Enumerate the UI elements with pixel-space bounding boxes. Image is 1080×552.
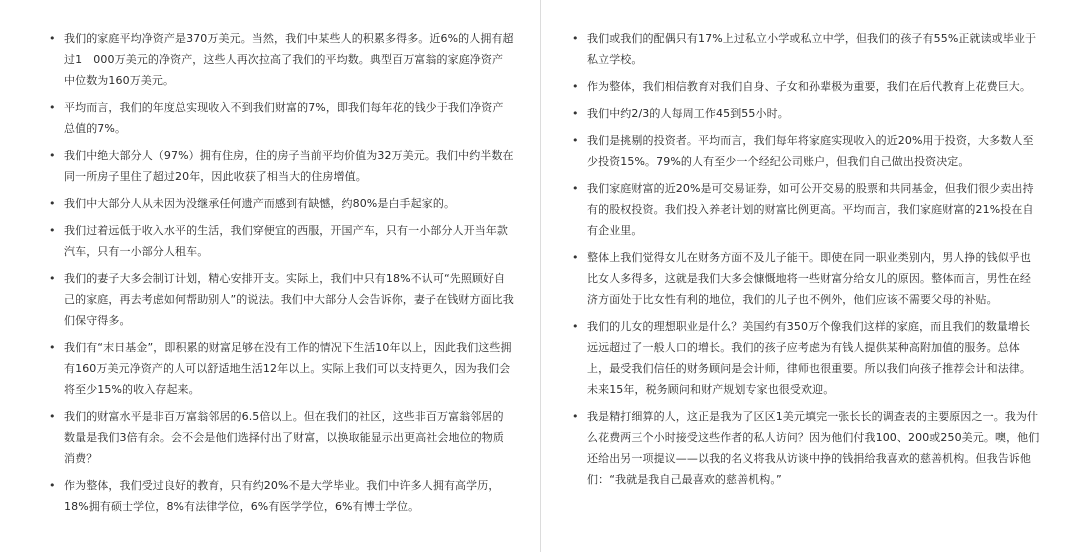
list-item xyxy=(572,178,1040,241)
list-item xyxy=(49,97,514,139)
list-item xyxy=(49,268,514,331)
left-bullet-list xyxy=(49,28,514,517)
bullet-icon: • xyxy=(49,410,56,423)
list-item xyxy=(49,475,514,517)
bullet-icon: • xyxy=(572,251,579,264)
list-item-text: 我们的财富水平是非百万富翁邻居的6.5倍以上。但在我们的社区，这些非百万富翁邻居的数量是我们3倍有余。会不会是他们选择付出了财富，以换取能显示出更高社会地位的物质消费？ xyxy=(64,410,504,465)
bullet-icon: • xyxy=(49,149,56,162)
list-item xyxy=(49,406,514,469)
list-item-text: 我们家庭财富的近20%是可交易证券，如可公开交易的股票和共同基金，但我们很少卖出持有的股权投资。我们投入养老计划的财富比例更高。平均而言，我们家庭财富的21%投在自有企业里。 xyxy=(587,182,1034,237)
bullet-icon: • xyxy=(572,107,579,120)
list-item-text: 我们中大部分人从未因为没继承任何遗产而感到有缺憾，约80%是白手起家的。 xyxy=(64,197,456,210)
bullet-icon: • xyxy=(572,182,579,195)
list-item-text: 我们的家庭平均净资产是370万美元。当然，我们中某些人的积累多得多。近6%的人拥有超过1 000万美元的净资产，这些人再次拉高了我们的平均数。典型百万富翁的家庭净资产中位数为160万美元。 xyxy=(64,32,514,87)
list-item xyxy=(572,247,1040,310)
bullet-icon: • xyxy=(49,479,56,492)
list-item xyxy=(572,316,1040,400)
list-item xyxy=(49,337,514,400)
bullet-icon: • xyxy=(572,134,579,147)
right-bullet-list xyxy=(567,28,1040,490)
list-item xyxy=(572,130,1040,172)
list-item xyxy=(49,220,514,262)
right-page xyxy=(541,0,1080,552)
bullet-icon: • xyxy=(49,101,56,114)
list-item-text: 我们的儿女的理想职业是什么？美国约有350万个像我们这样的家庭，而且我们的数量增长远远超过了一般人口的增长。我们的孩子应考虑为有钱人提供某种高附加值的服务。总体上，最受我们信任的财务顾问是会计师，律师也很重要。所以我们向孩子推荐会计和法律。未来15年，税务顾问和财产规划专家也很受欢迎。 xyxy=(587,320,1031,396)
list-item-text: 平均而言，我们的年度总实现收入不到我们财富的7%，即我们每年花的钱少于我们净资产总值的7%。 xyxy=(64,101,504,135)
list-item xyxy=(572,28,1040,70)
list-item-text: 整体上我们觉得女儿在财务方面不及儿子能干。即使在同一职业类别内，男人挣的钱似乎也比女人多得多，这就是我们大多会慷慨地将一些财富分给女儿的原因。整体而言，男性在经济方面处于比女性有利的地位，我们的儿子也不例外，他们应该不需要父母的补贴。 xyxy=(587,251,1031,306)
bullet-icon: • xyxy=(49,272,56,285)
list-item-text: 我们过着远低于收入水平的生活，我们穿便宜的西服，开国产车，只有一小部分人开当年款汽车，只有一小部分人租车。 xyxy=(64,224,508,258)
list-item xyxy=(49,145,514,187)
list-item-text: 作为整体，我们相信教育对我们自身、子女和孙辈极为重要，我们在后代教育上花费巨大。 xyxy=(587,80,1031,93)
bullet-icon: • xyxy=(572,320,579,333)
bullet-icon: • xyxy=(572,80,579,93)
list-item-text: 我们中约2/3的人每周工作45到55小时。 xyxy=(587,107,789,120)
bullet-icon: • xyxy=(572,32,579,45)
bullet-icon: • xyxy=(49,341,56,354)
bullet-icon: • xyxy=(49,224,56,237)
list-item xyxy=(572,103,1040,124)
list-item-text: 我们或我们的配偶只有17%上过私立小学或私立中学，但我们的孩子有55%正就读或毕业于私立学校。 xyxy=(587,32,1037,66)
bullet-icon: • xyxy=(49,197,56,210)
list-item xyxy=(572,406,1040,490)
list-item-text: 作为整体，我们受过良好的教育，只有约20%不是大学毕业。我们中许多人拥有高学历，18%拥有硕士学位，8%有法律学位，6%有医学学位，6%有博士学位。 xyxy=(64,479,500,513)
list-item-text: 我们是挑剔的投资者。平均而言，我们每年将家庭实现收入的近20%用于投资，大多数人至少投资15%。79%的人有至少一个经纪公司账户，但我们自己做出投资决定。 xyxy=(587,134,1034,168)
bullet-icon: • xyxy=(572,410,579,423)
list-item-text: 我们有“末日基金”，即积累的财富足够在没有工作的情况下生活10年以上，因此我们这些拥有160万美元净资产的人可以舒适地生活12年以上。实际上我们可以支持更久，因为我们会将至少15%的收入存起来。 xyxy=(64,341,512,396)
list-item xyxy=(49,193,514,214)
list-item-text: 我们的妻子大多会制订计划，精心安排开支。实际上，我们中只有18%不认可“先照顾好自己的家庭，再去考虑如何帮助别人”的说法。我们中大部分人会告诉你，妻子在钱财方面比我们保守得多。 xyxy=(64,272,514,327)
list-item xyxy=(572,76,1040,97)
list-item-text: 我们中绝大部分人（97%）拥有住房，住的房子当前平均价值为32万美元。我们中约半数在同一所房子里住了超过20年，因此收获了相当大的住房增值。 xyxy=(64,149,514,183)
list-item-text: 我是精打细算的人，这正是我为了区区1美元填完一张长长的调查表的主要原因之一。我为什么花费两三个小时接受这些作者的私人访问？因为他们付我100、200或250美元。噢，他们还给出另一项提议——以我的名义将我从访谈中挣的钱捐给我喜欢的慈善机构。但我告诉他们：“我就是我自己最喜欢的慈善机构。” xyxy=(587,410,1040,486)
bullet-icon: • xyxy=(49,32,56,45)
list-item xyxy=(49,28,514,91)
